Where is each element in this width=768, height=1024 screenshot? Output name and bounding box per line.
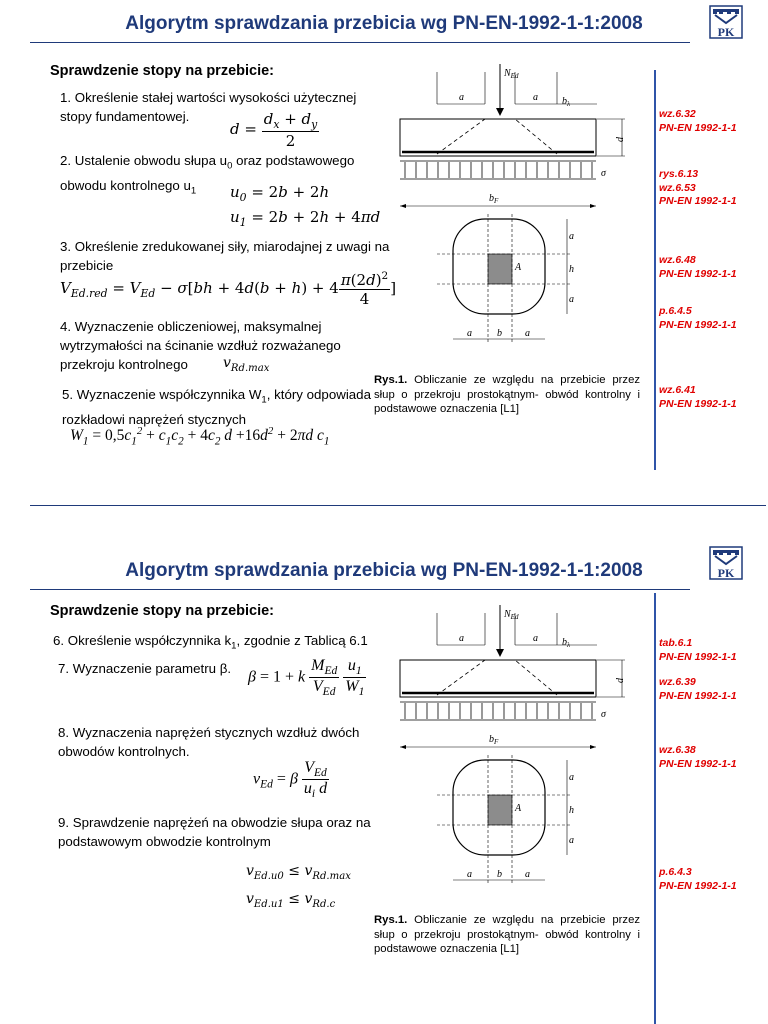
step-2-text-a: 2. Ustalenie obwodu słupa u: [60, 153, 228, 168]
svg-text:h: h: [569, 264, 574, 275]
slide-title: Algorytm sprawdzania przebicia wg PN-EN-1992-1-1:2008: [125, 560, 643, 581]
formula-u1: $u_1 = 2b + 2h + 4\pi d$: [230, 208, 381, 229]
ref-line: wz.6.38: [659, 744, 696, 756]
step-2-text-b: oraz podstawowego obwodu kontrolnego u: [60, 153, 355, 193]
svg-text:a: a: [533, 92, 538, 103]
ref-line: tab.6.1: [659, 637, 693, 649]
step-6-text-b: , zgodnie z Tablicą 6.1: [236, 633, 368, 648]
ref-line: PN-EN 1992-1-1: [659, 689, 737, 702]
step-8: 8. Wyznaczenia naprężeń stycznych wzdłuż dwóch obwodów kontrolnych.: [58, 725, 360, 759]
title-rule: [30, 589, 690, 590]
ref-line: PN-EN 1992-1-1: [659, 121, 737, 134]
ref-line: PN-EN 1992-1-1: [659, 757, 737, 770]
svg-text:a: a: [569, 772, 574, 783]
slide-separator: [30, 505, 766, 506]
ref-block-9: [659, 866, 737, 893]
section-heading: Sprawdzenie stopy na przebicie:: [50, 603, 274, 619]
caption-text: Obliczanie ze względu na przebicie przez słup o przekroju prostokątnym- obwód kontrolny i podstawowe oznaczenia [L1]: [374, 374, 640, 415]
svg-text:A: A: [515, 262, 522, 273]
svg-text:a: a: [569, 231, 574, 242]
ref-line: p.6.4.5: [659, 305, 692, 317]
formula-beta: β = 1 + k $\frac{M_{Ed}}{V_{Ed}}$ $\frac{u_1}{W_1}$: [248, 657, 365, 699]
formula-w1: $W_1 = 0,5c_1^2 + c_1c_2 + 4c_2$ $d +16d^2 + 2\pi d$ $c_1$: [70, 425, 330, 448]
label-bf: $b_F$: [489, 193, 499, 205]
ref-line: PN-EN 1992-1-1: [659, 650, 737, 663]
svg-text:a: a: [569, 835, 574, 846]
ref-line: wz.6.41: [659, 384, 696, 396]
svg-text:σ: σ: [601, 709, 606, 720]
ref-block-4: [659, 305, 737, 332]
svg-text:d: d: [615, 137, 626, 142]
svg-text:h: h: [569, 805, 574, 816]
logo-text: PK: [717, 566, 735, 580]
ref-line: wz.6.48: [659, 254, 696, 266]
ref-line: wz.6.32: [659, 108, 696, 120]
label-blambda: $b_\lambda$: [562, 96, 571, 108]
svg-text:a: a: [467, 328, 472, 339]
title-rule: [30, 42, 690, 43]
step-4: 4. Wyznaczenie obliczeniowej, maksymalnej wytrzymałości na ścinanie wzdłuż rozważanego przekroju kontrolnego: [60, 319, 341, 372]
pressure-arrows: [405, 162, 592, 178]
formula-ved-red: $V_{Ed.red} = V_{Ed} - \sigma[bh + 4d(b + h) + 4$ $\frac{\pi(2d)^2}{4}$ ]: [60, 270, 397, 308]
ref-block-6: [659, 637, 737, 664]
ref-block-5: [659, 384, 737, 411]
svg-text:a: a: [525, 869, 530, 880]
ref-line: PN-EN 1992-1-1: [659, 318, 737, 331]
step-6: 6. Określenie współczynnika $k_1$, zgodnie z Tablicą 6.1: [53, 633, 368, 652]
formula-ved: $v_{Ed} = \beta$ $\frac{V_{Ed}}{u_i d}$: [253, 759, 328, 801]
formula-d: d = $\frac{d_x + d_y}{2}$: [230, 110, 318, 150]
caption-label: Rys.1.: [374, 374, 408, 386]
ref-block-2: [659, 168, 737, 209]
svg-text:a: a: [459, 92, 464, 103]
svg-text:a: a: [569, 294, 574, 305]
ref-line: wz.6.53: [659, 181, 696, 194]
step-7: 7. Wyznaczenie parametru β.: [58, 661, 232, 676]
step-5: 5. Wyznaczenie współczynnika $W_1$, który odpowiada rozkładowi naprężeń stycznych: [62, 387, 371, 427]
diagram-group: [400, 64, 626, 344]
ref-line: PN-EN 1992-1-1: [659, 195, 737, 207]
svg-text:a: a: [467, 869, 472, 880]
pressure-arrows: [405, 703, 592, 719]
pk-logo-icon: [709, 546, 743, 580]
svg-text:A: A: [515, 803, 522, 814]
punching-diagram-2: [397, 605, 637, 903]
vertical-rule: [654, 593, 656, 1024]
diagram-group: [400, 605, 626, 885]
label-ned: $N_{Ed}$: [504, 609, 519, 621]
step-2: 2. Ustalenie obwodu słupa $u_0$ oraz podstawowego obwodu kontrolnego $u_1$: [60, 153, 355, 197]
formula-check-u0: $v_{Ed.u0} \le v_{Rd.max}$: [246, 863, 351, 882]
ref-block-1: [659, 108, 737, 135]
step-9: 9. Sprawdzenie naprężeń na obwodzie słupa oraz na podstawowym obwodzie kontrolnym: [58, 815, 371, 849]
ref-block-7: [659, 676, 737, 703]
ref-block-8: [659, 744, 737, 771]
formula-u0: $u_0 = 2b + 2h$: [230, 183, 330, 204]
logo-text: PK: [717, 25, 735, 39]
step-5-text-a: 5. Wyznaczenie współczynnika W: [62, 387, 262, 402]
svg-text:a: a: [459, 633, 464, 644]
vertical-rule: [654, 70, 656, 470]
slide-1: [0, 0, 768, 505]
punching-diagram-1: [397, 64, 637, 362]
step-5-text-b: , który odpowiada rozkładowi naprężeń stycznych: [62, 387, 371, 427]
ref-block-3: [659, 254, 737, 281]
figure-caption: [374, 913, 640, 957]
svg-text:b: b: [497, 328, 502, 339]
label-bf: $b_F$: [489, 734, 499, 746]
ref-line: p.6.4.3: [659, 866, 692, 878]
step-6-text-a: 6. Określenie współczynnika k: [53, 633, 232, 648]
pk-logo-icon: [709, 5, 743, 39]
label-ned: $N_{Ed}$: [504, 68, 519, 80]
caption-label: Rys.1.: [374, 914, 408, 926]
step-3: 3. Określenie zredukowanej siły, miarodajnej z uwagi na przebicie: [60, 239, 390, 273]
ref-line: rys.6.13: [659, 168, 699, 180]
section-heading: Sprawdzenie stopy na przebicie:: [50, 63, 274, 79]
formula-check-u1: $v_{Ed.u1} \le v_{Rd.c}$: [246, 891, 336, 910]
svg-text:d: d: [615, 678, 626, 683]
figure-caption: [374, 373, 640, 417]
ref-line: PN-EN 1992-1-1: [659, 397, 737, 410]
svg-text:b: b: [497, 869, 502, 880]
ref-line: wz.6.39: [659, 676, 696, 688]
svg-text:a: a: [525, 328, 530, 339]
step-1: 1. Określenie stałej wartości wysokości użytecznej stopy fundamentowej.: [60, 90, 357, 124]
caption-text: Obliczanie ze względu na przebicie przez słup o przekroju prostokątnym- obwód kontrolny i podstawowe oznaczenia [L1]: [374, 914, 640, 955]
slide-2: [0, 519, 768, 1024]
ref-line: PN-EN 1992-1-1: [659, 267, 737, 280]
label-blambda: $b_\lambda$: [562, 637, 571, 649]
ref-line: PN-EN 1992-1-1: [659, 879, 737, 892]
svg-text:σ: σ: [601, 168, 606, 179]
svg-text:a: a: [533, 633, 538, 644]
formula-vrd-max: $v_{Rd.max}$: [223, 355, 270, 374]
slide-title: Algorytm sprawdzania przebicia wg PN-EN-1992-1-1:2008: [125, 13, 643, 34]
